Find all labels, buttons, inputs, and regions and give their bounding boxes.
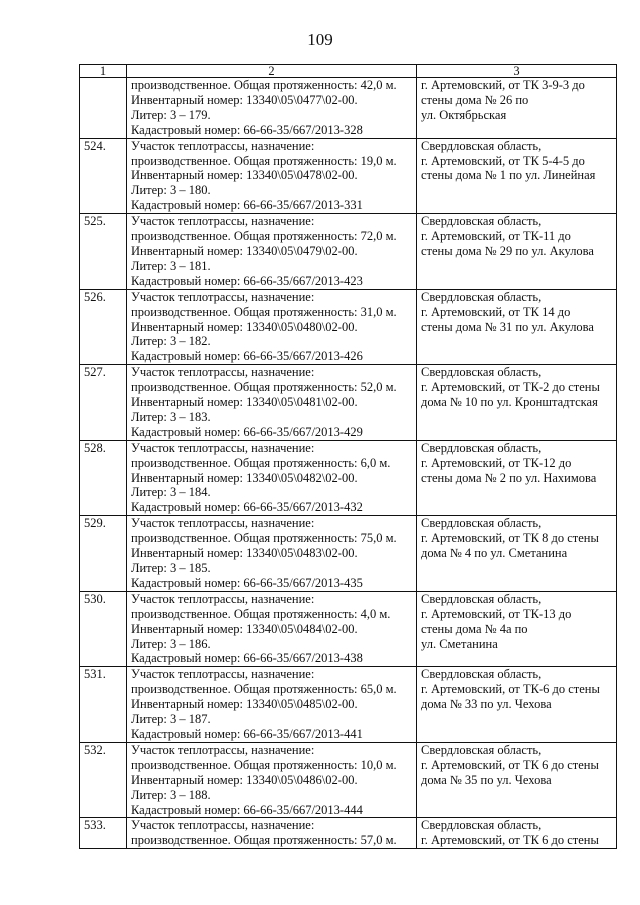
address-line: г. Артемовский, от ТК-2 до стены [421, 380, 600, 395]
object-description [127, 818, 417, 849]
row-number: 533. [80, 818, 127, 849]
description-line: Кадастровый номер: 66-66-35/667/2013-423 [131, 273, 363, 288]
description-line: производственное. Общая протяженность: 42,0 м. [131, 78, 397, 92]
table-row [80, 818, 617, 849]
description-line: Кадастровый номер: 66-66-35/667/2013-429 [131, 424, 363, 439]
description-line: Участок теплотрассы, назначение: [131, 365, 315, 380]
object-description [127, 516, 417, 592]
description-line: Инвентарный номер: 13340\05\0486\02-00. [131, 772, 358, 787]
address-line: Свердловская область, [421, 138, 542, 153]
row-number: 529. [80, 516, 127, 592]
description-line: Инвентарный номер: 13340\05\0482\02-00. [131, 470, 358, 485]
table-row [80, 516, 617, 592]
object-description [127, 138, 417, 214]
address-line: Свердловская область, [421, 516, 542, 531]
address-line: дома № 35 по ул. Чехова [421, 772, 552, 787]
description-line: Литер: 3 – 183. [131, 409, 211, 424]
address-line: Свердловская область, [421, 818, 542, 833]
description-line: Участок теплотрассы, назначение: [131, 289, 315, 304]
description-line: Инвентарный номер: 13340\05\0477\02-00. [131, 92, 358, 107]
object-address [417, 78, 617, 139]
object-description [127, 365, 417, 441]
description-line: Кадастровый номер: 66-66-35/667/2013-438 [131, 651, 363, 666]
header-col-number: 1 [80, 65, 127, 78]
address-line: дома № 10 по ул. Кронштадтская [421, 395, 598, 410]
row-number: 531. [80, 667, 127, 743]
table-row [80, 742, 617, 818]
address-line: стены дома № 29 по ул. Акулова [421, 243, 594, 258]
description-line: производственное. Общая протяженность: 52,0 м. [131, 380, 397, 395]
description-line: Участок теплотрассы, назначение: [131, 214, 315, 229]
object-description [127, 742, 417, 818]
description-line: Литер: 3 – 179. [131, 107, 211, 122]
address-line: г. Артемовский, от ТК-12 до [421, 455, 572, 470]
description-line: Кадастровый номер: 66-66-35/667/2013-441 [131, 726, 363, 741]
object-description [127, 440, 417, 516]
table-row [80, 78, 617, 139]
page-number: 109 [307, 30, 333, 49]
row-number [80, 78, 127, 139]
description-line: Участок теплотрассы, назначение: [131, 440, 315, 455]
address-line: г. Артемовский, от ТК 3-9-3 до [421, 78, 585, 92]
object-description [127, 289, 417, 365]
description-line: производственное. Общая протяженность: 31,0 м. [131, 304, 397, 319]
description-line: Инвентарный номер: 13340\05\0484\02-00. [131, 621, 358, 636]
header-col-address: 3 [417, 65, 617, 78]
row-number: 524. [80, 138, 127, 214]
address-line: Свердловская область, [421, 440, 542, 455]
description-line: Участок теплотрассы, назначение: [131, 591, 315, 606]
address-line: г. Артемовский, от ТК 14 до [421, 304, 571, 319]
object-address [417, 365, 617, 441]
description-line: Литер: 3 – 181. [131, 258, 211, 273]
description-line: Участок теплотрассы, назначение: [131, 818, 315, 833]
description-line: Инвентарный номер: 13340\05\0478\02-00. [131, 168, 358, 183]
object-address [417, 440, 617, 516]
object-address [417, 742, 617, 818]
row-number: 526. [80, 289, 127, 365]
description-line: Участок теплотрассы, назначение: [131, 742, 315, 757]
description-line: Инвентарный номер: 13340\05\0480\02-00. [131, 319, 358, 334]
header-col-description: 2 [127, 65, 417, 78]
table-body [80, 78, 617, 849]
description-line: Литер: 3 – 184. [131, 485, 211, 500]
address-line: стены дома № 26 по [421, 92, 529, 107]
description-line: Кадастровый номер: 66-66-35/667/2013-432 [131, 500, 363, 515]
description-line: Инвентарный номер: 13340\05\0479\02-00. [131, 243, 358, 258]
object-description [127, 78, 417, 139]
description-line: Кадастровый номер: 66-66-35/667/2013-444 [131, 802, 363, 817]
address-line: стены дома № 2 по ул. Нахимова [421, 470, 597, 485]
address-line: Свердловская область, [421, 214, 542, 229]
address-line: Свердловская область, [421, 591, 542, 606]
table-row [80, 365, 617, 441]
description-line: Инвентарный номер: 13340\05\0485\02-00. [131, 697, 358, 712]
address-line: Свердловская область, [421, 365, 542, 380]
object-address [417, 591, 617, 667]
row-number: 527. [80, 365, 127, 441]
description-line: Литер: 3 – 188. [131, 787, 211, 802]
description-line: Участок теплотрассы, назначение: [131, 516, 315, 531]
row-number: 528. [80, 440, 127, 516]
description-line: Инвентарный номер: 13340\05\0483\02-00. [131, 546, 358, 561]
description-line: Литер: 3 – 187. [131, 712, 211, 727]
description-line: Инвентарный номер: 13340\05\0481\02-00. [131, 395, 358, 410]
row-number: 525. [80, 214, 127, 290]
row-number: 532. [80, 742, 127, 818]
object-address [417, 818, 617, 849]
object-address [417, 516, 617, 592]
table-row [80, 591, 617, 667]
object-address [417, 214, 617, 290]
object-description [127, 667, 417, 743]
object-address [417, 667, 617, 743]
property-register-table [79, 64, 617, 849]
description-line: производственное. Общая протяженность: 72,0 м. [131, 229, 397, 244]
object-description [127, 591, 417, 667]
table-row [80, 289, 617, 365]
address-line: Свердловская область, [421, 667, 542, 682]
description-line: производственное. Общая протяженность: 65,0 м. [131, 682, 397, 697]
address-line: стены дома № 1 по ул. Линейная [421, 168, 596, 183]
description-line: Литер: 3 – 186. [131, 636, 211, 651]
description-line: Кадастровый номер: 66-66-35/667/2013-331 [131, 198, 363, 213]
header-row [80, 65, 617, 78]
object-address [417, 289, 617, 365]
table-row [80, 667, 617, 743]
address-line: ул. Октябрьская [421, 107, 507, 122]
description-line: Литер: 3 – 180. [131, 183, 211, 198]
description-line: Участок теплотрассы, назначение: [131, 667, 315, 682]
address-line: г. Артемовский, от ТК-13 до [421, 606, 572, 621]
description-line: производственное. Общая протяженность: 6,0 м. [131, 455, 391, 470]
row-number: 530. [80, 591, 127, 667]
description-line: Литер: 3 – 185. [131, 561, 211, 575]
table-row [80, 440, 617, 516]
address-line: стены дома № 4а по [421, 621, 528, 636]
object-address [417, 138, 617, 214]
description-line: Кадастровый номер: 66-66-35/667/2013-328 [131, 122, 363, 137]
address-line: г. Артемовский, от ТК 5-4-5 до [421, 153, 585, 168]
description-line: Кадастровый номер: 66-66-35/667/2013-426 [131, 349, 363, 364]
table-row [80, 138, 617, 214]
description-line: производственное. Общая протяженность: 10,0 м. [131, 757, 397, 772]
address-line: дома № 33 по ул. Чехова [421, 697, 552, 712]
address-line: г. Артемовский, от ТК-6 до стены [421, 682, 600, 697]
address-line: г. Артемовский, от ТК 8 до стены [421, 531, 599, 546]
description-line: производственное. Общая протяженность: 57,0 м. [131, 833, 397, 848]
address-line: Свердловская область, [421, 289, 542, 304]
address-line: дома № 4 по ул. Сметанина [421, 546, 568, 561]
description-line: Кадастровый номер: 66-66-35/667/2013-435 [131, 575, 363, 590]
address-line: г. Артемовский, от ТК-11 до [421, 229, 571, 244]
address-line: Свердловская область, [421, 742, 542, 757]
address-line: г. Артемовский, от ТК 6 до стены [421, 757, 599, 772]
table-row [80, 214, 617, 290]
description-line: Литер: 3 – 182. [131, 334, 211, 349]
address-line: г. Артемовский, от ТК 6 до стены [421, 833, 599, 848]
description-line: производственное. Общая протяженность: 19,0 м. [131, 153, 397, 168]
object-description [127, 214, 417, 290]
description-line: производственное. Общая протяженность: 4,0 м. [131, 606, 391, 621]
description-line: Участок теплотрассы, назначение: [131, 138, 315, 153]
address-line: ул. Сметанина [421, 636, 498, 651]
address-line: стены дома № 31 по ул. Акулова [421, 319, 594, 334]
description-line: производственное. Общая протяженность: 75,0 м. [131, 531, 397, 546]
